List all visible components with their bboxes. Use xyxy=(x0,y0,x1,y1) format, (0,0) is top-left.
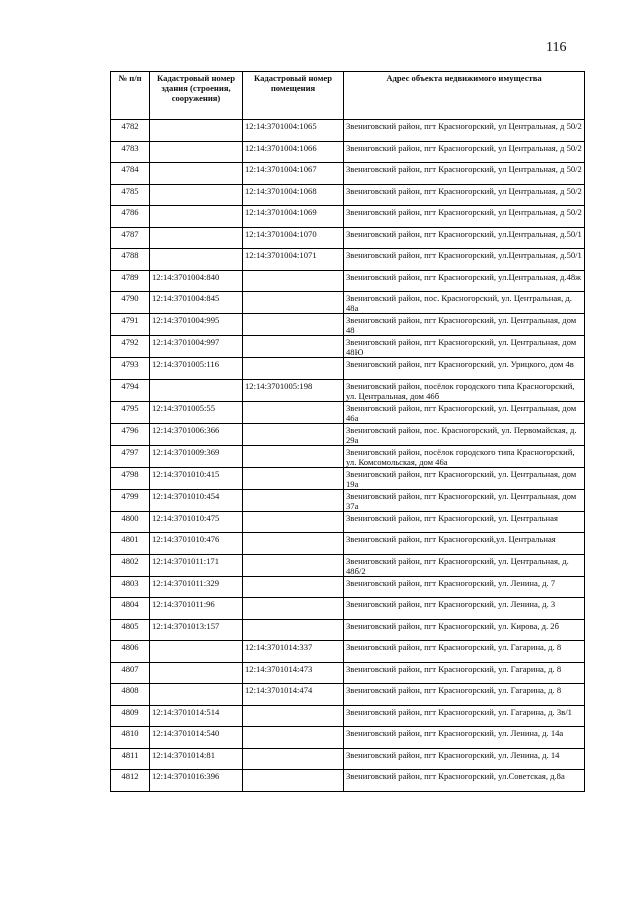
address-cell: Звениговский район, пгт Красногорский, ул. Кирова, д. 2б xyxy=(344,619,585,641)
row-number: 4812 xyxy=(111,770,150,792)
room-cadastral-cell xyxy=(243,705,344,727)
table-row xyxy=(111,227,585,249)
room-cadastral-cell: 12:14:3701004:1067 xyxy=(243,163,344,185)
row-number: 4782 xyxy=(111,120,150,142)
address-cell: Звениговский район, пгт Красногорский, ул. Центральная, дом 48Ю xyxy=(344,336,585,358)
building-cadastral-cell xyxy=(150,249,243,271)
room-cadastral-cell: 12:14:3701004:1071 xyxy=(243,249,344,271)
row-number: 4789 xyxy=(111,270,150,292)
page-number: 116 xyxy=(546,40,567,55)
address-cell: Звениговский район, пгт Красногорский, ул.Центральная, д.50/1 xyxy=(344,249,585,271)
table-row xyxy=(111,533,585,555)
room-cadastral-cell xyxy=(243,423,344,445)
room-cadastral-cell xyxy=(243,314,344,336)
table-row xyxy=(111,401,585,423)
table-body xyxy=(111,120,585,792)
address-cell: Звениговский район, пгт Красногорский, ул. Центральная xyxy=(344,511,585,533)
table-row xyxy=(111,120,585,142)
row-number: 4794 xyxy=(111,379,150,401)
address-cell: Звениговский район, пгт Красногорский, ул.Центральная, д.50/1 xyxy=(344,227,585,249)
table-row xyxy=(111,314,585,336)
address-cell: Звениговский район, пгт Красногорский, ул. Гагарина, д. 8 xyxy=(344,641,585,663)
address-cell: Звениговский район, посёлок городского типа Красногорский, ул. Центральная, дом 46б xyxy=(344,379,585,401)
room-cadastral-cell xyxy=(243,748,344,770)
room-cadastral-cell xyxy=(243,554,344,576)
address-cell: Звениговский район, пгт Красногорский, ул. Центральная, дом 37а xyxy=(344,489,585,511)
table-row xyxy=(111,445,585,467)
header-building-cadastral: Кадастровый номер здания (строения, сооружения) xyxy=(150,72,243,120)
address-cell: Звениговский район, пгт Красногорский, ул. Урицкого, дом 4в xyxy=(344,358,585,380)
row-number: 4798 xyxy=(111,467,150,489)
building-cadastral-cell: 12:14:3701010:415 xyxy=(150,467,243,489)
room-cadastral-cell xyxy=(243,336,344,358)
building-cadastral-cell xyxy=(150,141,243,163)
address-cell: Звениговский район, пгт Красногорский,ул. Центральная xyxy=(344,533,585,555)
table-row xyxy=(111,748,585,770)
room-cadastral-cell: 12:14:3701004:1069 xyxy=(243,206,344,228)
row-number: 4793 xyxy=(111,358,150,380)
address-cell: Звениговский район, пгт Красногорский, ул.Центральная, д.48ж xyxy=(344,270,585,292)
building-cadastral-cell: 12:14:3701011:329 xyxy=(150,576,243,598)
header-num: № п/п xyxy=(111,72,150,120)
address-cell: Звениговский район, пгт Красногорский, ул. Гагарина, д. 3в/1 xyxy=(344,705,585,727)
building-cadastral-cell: 12:14:3701005:55 xyxy=(150,401,243,423)
row-number: 4783 xyxy=(111,141,150,163)
address-cell: Звениговский район, пгт Красногорский, ул. Центральная, дом 48 xyxy=(344,314,585,336)
header-address: Адрес объекта недвижимого имущества xyxy=(344,72,585,120)
room-cadastral-cell xyxy=(243,598,344,620)
building-cadastral-cell: 12:14:3701005:116 xyxy=(150,358,243,380)
room-cadastral-cell xyxy=(243,358,344,380)
building-cadastral-cell xyxy=(150,379,243,401)
room-cadastral-cell xyxy=(243,401,344,423)
table-row xyxy=(111,705,585,727)
room-cadastral-cell xyxy=(243,727,344,749)
building-cadastral-cell: 12:14:3701004:845 xyxy=(150,292,243,314)
room-cadastral-cell xyxy=(243,533,344,555)
building-cadastral-cell xyxy=(150,120,243,142)
table-row xyxy=(111,770,585,792)
table-row xyxy=(111,249,585,271)
table-row xyxy=(111,684,585,706)
row-number: 4797 xyxy=(111,445,150,467)
building-cadastral-cell: 12:14:3701004:995 xyxy=(150,314,243,336)
row-number: 4802 xyxy=(111,554,150,576)
row-number: 4811 xyxy=(111,748,150,770)
room-cadastral-cell xyxy=(243,270,344,292)
row-number: 4795 xyxy=(111,401,150,423)
building-cadastral-cell xyxy=(150,206,243,228)
room-cadastral-cell xyxy=(243,511,344,533)
building-cadastral-cell xyxy=(150,227,243,249)
table-header-row xyxy=(111,72,585,120)
row-number: 4787 xyxy=(111,227,150,249)
building-cadastral-cell xyxy=(150,684,243,706)
building-cadastral-cell: 12:14:3701014:81 xyxy=(150,748,243,770)
building-cadastral-cell xyxy=(150,184,243,206)
address-cell: Звениговский район, пгт Красногорский, ул. Ленина, д. 3 xyxy=(344,598,585,620)
row-number: 4810 xyxy=(111,727,150,749)
property-registry-table xyxy=(110,71,585,792)
address-cell: Звениговский район, пгт Красногорский, ул. Ленина, д. 7 xyxy=(344,576,585,598)
row-number: 4806 xyxy=(111,641,150,663)
table-row xyxy=(111,619,585,641)
row-number: 4796 xyxy=(111,423,150,445)
table-row xyxy=(111,184,585,206)
room-cadastral-cell: 12:14:3701004:1068 xyxy=(243,184,344,206)
table-row xyxy=(111,163,585,185)
building-cadastral-cell: 12:14:3701011:171 xyxy=(150,554,243,576)
address-cell: Звениговский район, пгт Красногорский, ул Центральная, д 50/2 xyxy=(344,120,585,142)
building-cadastral-cell: 12:14:3701010:475 xyxy=(150,511,243,533)
table-row xyxy=(111,423,585,445)
building-cadastral-cell xyxy=(150,662,243,684)
row-number: 4807 xyxy=(111,662,150,684)
row-number: 4808 xyxy=(111,684,150,706)
address-cell: Звениговский район, пгт Красногорский, ул Центральная, д 50/2 xyxy=(344,206,585,228)
row-number: 4791 xyxy=(111,314,150,336)
table-row xyxy=(111,206,585,228)
building-cadastral-cell: 12:14:3701013:157 xyxy=(150,619,243,641)
row-number: 4784 xyxy=(111,163,150,185)
row-number: 4790 xyxy=(111,292,150,314)
row-number: 4799 xyxy=(111,489,150,511)
table-row xyxy=(111,598,585,620)
room-cadastral-cell: 12:14:3701014:474 xyxy=(243,684,344,706)
room-cadastral-cell: 12:14:3701004:1065 xyxy=(243,120,344,142)
row-number: 4804 xyxy=(111,598,150,620)
table-row xyxy=(111,576,585,598)
row-number: 4788 xyxy=(111,249,150,271)
row-number: 4805 xyxy=(111,619,150,641)
building-cadastral-cell: 12:14:3701014:514 xyxy=(150,705,243,727)
address-cell: Звениговский район, пгт Красногорский, ул.Советская, д.8а xyxy=(344,770,585,792)
building-cadastral-cell: 12:14:3701006:366 xyxy=(150,423,243,445)
room-cadastral-cell xyxy=(243,292,344,314)
address-cell: Звениговский район, пгт Красногорский, ул. Центральная, д. 48б/2 xyxy=(344,554,585,576)
room-cadastral-cell xyxy=(243,489,344,511)
building-cadastral-cell: 12:14:3701009:369 xyxy=(150,445,243,467)
building-cadastral-cell xyxy=(150,641,243,663)
address-cell: Звениговский район, пгт Красногорский, ул. Гагарина, д. 8 xyxy=(344,662,585,684)
room-cadastral-cell xyxy=(243,619,344,641)
address-cell: Звениговский район, пгт Красногорский, ул. Центральная, дом 46а xyxy=(344,401,585,423)
building-cadastral-cell: 12:14:3701010:476 xyxy=(150,533,243,555)
room-cadastral-cell xyxy=(243,770,344,792)
address-cell: Звениговский район, пгт Красногорский, ул. Гагарина, д. 8 xyxy=(344,684,585,706)
row-number: 4809 xyxy=(111,705,150,727)
building-cadastral-cell: 12:14:3701011:96 xyxy=(150,598,243,620)
building-cadastral-cell: 12:14:3701014:540 xyxy=(150,727,243,749)
row-number: 4801 xyxy=(111,533,150,555)
header-room-cadastral: Кадастровый номер помещения xyxy=(243,72,344,120)
address-cell: Звениговский район, пгт Красногорский, ул. Ленина, д. 14а xyxy=(344,727,585,749)
room-cadastral-cell xyxy=(243,445,344,467)
table-row xyxy=(111,641,585,663)
table-row xyxy=(111,511,585,533)
row-number: 4785 xyxy=(111,184,150,206)
address-cell: Звениговский район, пгт Красногорский, ул. Центральная, дом 19а xyxy=(344,467,585,489)
row-number: 4786 xyxy=(111,206,150,228)
building-cadastral-cell xyxy=(150,163,243,185)
room-cadastral-cell: 12:14:3701004:1066 xyxy=(243,141,344,163)
row-number: 4792 xyxy=(111,336,150,358)
row-number: 4803 xyxy=(111,576,150,598)
address-cell: Звениговский район, посёлок городского типа Красногорский, ул. Комсомольская, дом 46а xyxy=(344,445,585,467)
room-cadastral-cell: 12:14:3701004:1070 xyxy=(243,227,344,249)
address-cell: Звениговский район, пгт Красногорский, ул Центральная, д 50/2 xyxy=(344,163,585,185)
table-row xyxy=(111,358,585,380)
address-cell: Звениговский район, пос. Красногорский, ул. Первомайская, д. 29а xyxy=(344,423,585,445)
room-cadastral-cell xyxy=(243,467,344,489)
table-row xyxy=(111,467,585,489)
building-cadastral-cell: 12:14:3701004:840 xyxy=(150,270,243,292)
room-cadastral-cell: 12:14:3701005:198 xyxy=(243,379,344,401)
table-row xyxy=(111,554,585,576)
building-cadastral-cell: 12:14:3701004:997 xyxy=(150,336,243,358)
address-cell: Звениговский район, пгт Красногорский, ул Центральная, д 50/2 xyxy=(344,184,585,206)
table-row xyxy=(111,489,585,511)
table-row xyxy=(111,141,585,163)
row-number: 4800 xyxy=(111,511,150,533)
table-row xyxy=(111,336,585,358)
table-row xyxy=(111,270,585,292)
address-cell: Звениговский район, пос. Красногорский, ул. Центральная, д. 48а xyxy=(344,292,585,314)
table-row xyxy=(111,379,585,401)
address-cell: Звениговский район, пгт Красногорский, ул Центральная, д 50/2 xyxy=(344,141,585,163)
building-cadastral-cell: 12:14:3701010:454 xyxy=(150,489,243,511)
room-cadastral-cell: 12:14:3701014:337 xyxy=(243,641,344,663)
room-cadastral-cell xyxy=(243,576,344,598)
table-row xyxy=(111,662,585,684)
building-cadastral-cell: 12:14:3701016:396 xyxy=(150,770,243,792)
address-cell: Звениговский район, пгт Красногорский, ул. Ленина, д. 14 xyxy=(344,748,585,770)
table-row xyxy=(111,292,585,314)
table-row xyxy=(111,727,585,749)
room-cadastral-cell: 12:14:3701014:473 xyxy=(243,662,344,684)
